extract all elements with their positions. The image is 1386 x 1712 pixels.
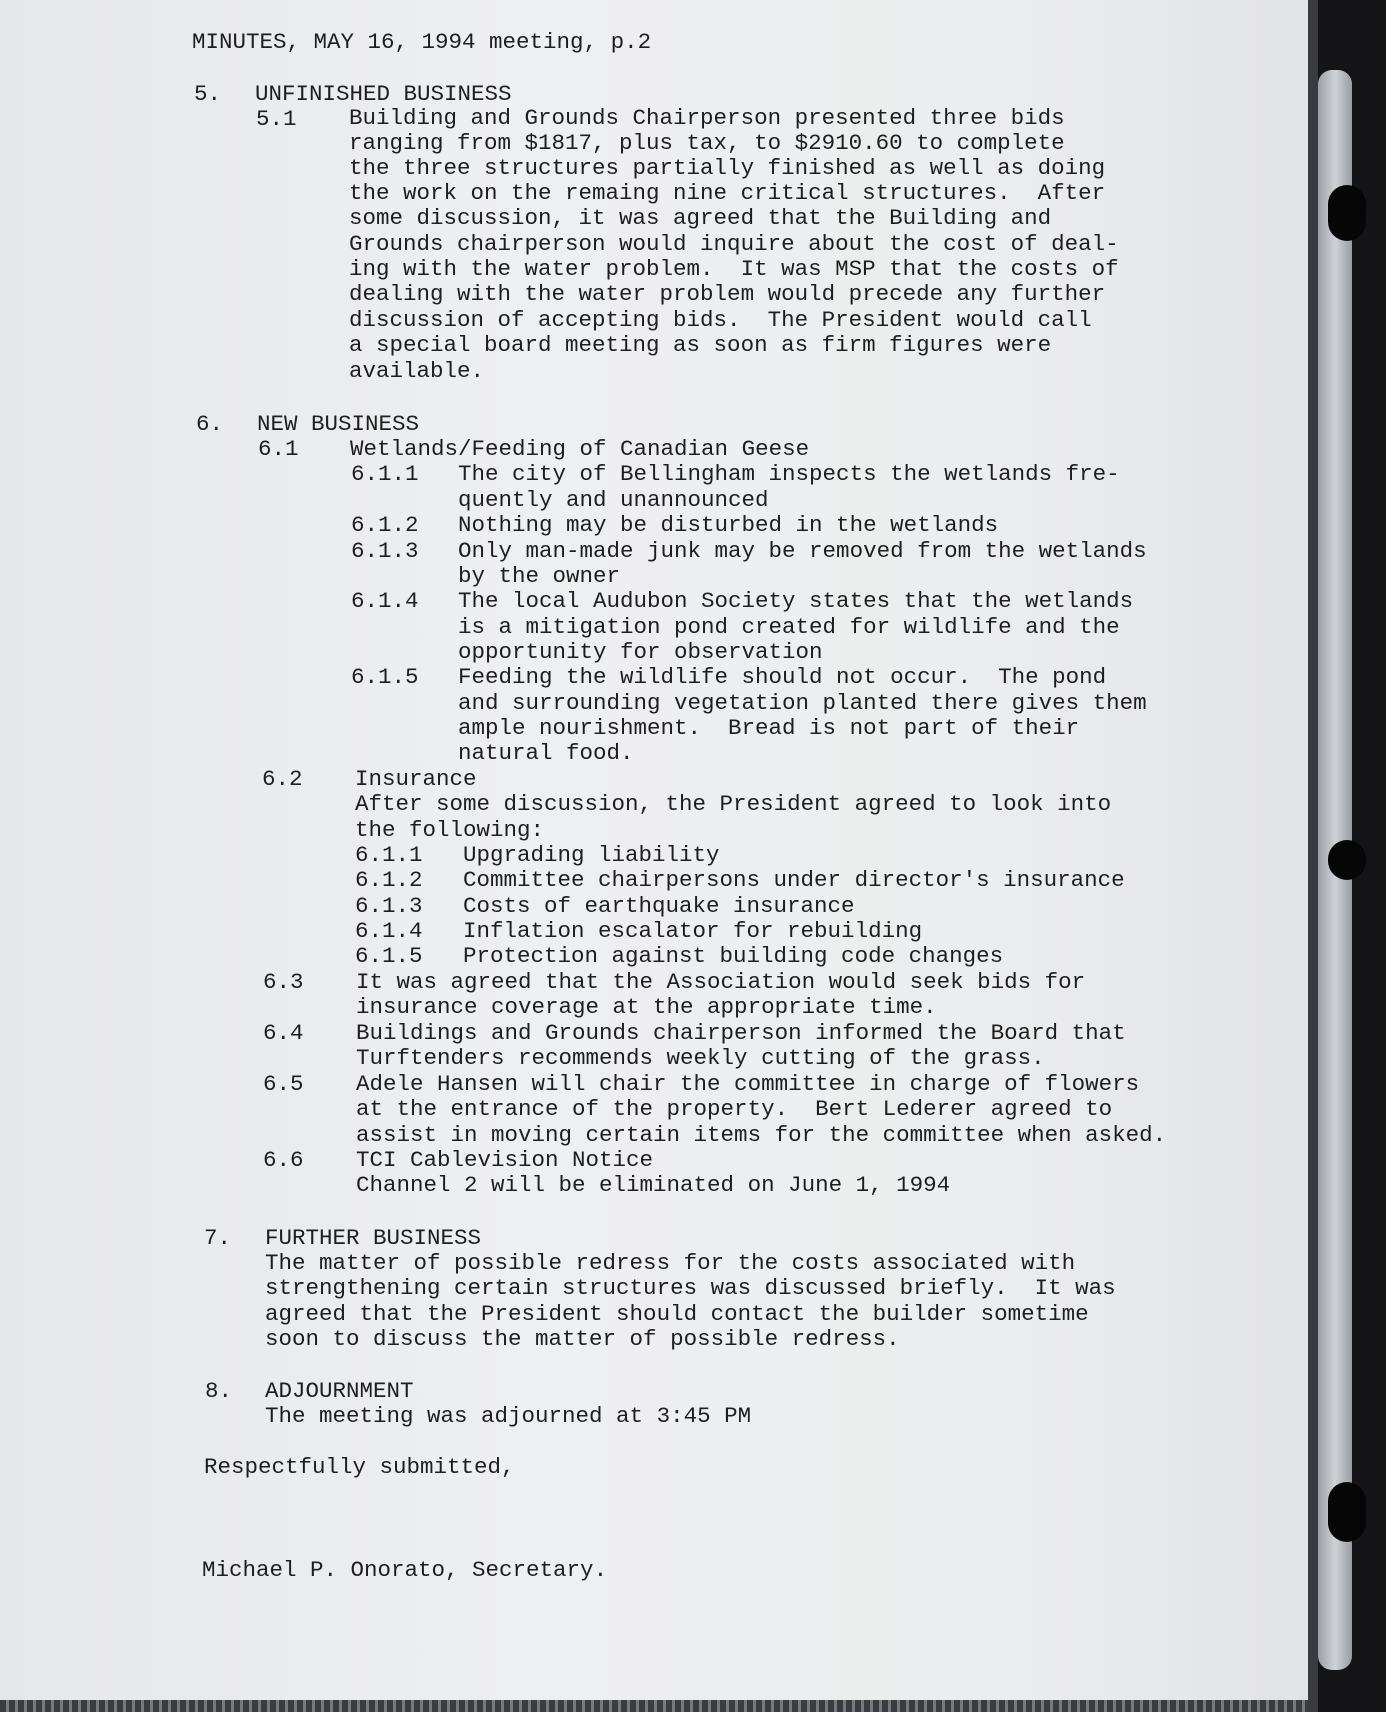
item-6-4-number: 6.4 bbox=[263, 1020, 304, 1046]
section-8-text: The meeting was adjourned at 3:45 PM bbox=[265, 1403, 752, 1429]
item-6-2-number: 6.2 bbox=[262, 766, 303, 792]
item-6-1-title: Wetlands/Feeding of Canadian Geese bbox=[350, 436, 810, 462]
closing-line: Respectfully submitted, bbox=[204, 1454, 515, 1480]
punch-hole-top bbox=[1328, 185, 1366, 241]
section-5-title: UNFINISHED BUSINESS bbox=[255, 81, 512, 107]
item-6-1-number: 6.1 bbox=[258, 436, 299, 462]
punch-hole-bottom bbox=[1328, 1482, 1366, 1542]
section-7-number: 7. bbox=[204, 1225, 232, 1251]
section-8-title: ADJOURNMENT bbox=[265, 1378, 414, 1404]
section-7-title: FURTHER BUSINESS bbox=[265, 1225, 482, 1251]
item-6-3-number: 6.3 bbox=[263, 969, 304, 995]
sheet-protector-edge bbox=[1308, 0, 1318, 1712]
section-8-number: 8. bbox=[205, 1378, 233, 1404]
item-6-5-number: 6.5 bbox=[263, 1071, 304, 1097]
page-header: MINUTES, MAY 16, 1994 meeting, p.2 bbox=[192, 29, 652, 55]
item-5-1-number: 5.1 bbox=[256, 106, 297, 132]
section-6-number: 6. bbox=[196, 411, 224, 437]
page-bottom-edge bbox=[0, 1700, 1308, 1712]
punch-hole-middle bbox=[1328, 840, 1366, 880]
item-6-6-number: 6.6 bbox=[263, 1147, 304, 1173]
item-6-2-title: Insurance bbox=[355, 766, 477, 792]
section-5-number: 5. bbox=[194, 81, 222, 107]
section-6-title: NEW BUSINESS bbox=[257, 411, 420, 437]
signature-line: Michael P. Onorato, Secretary. bbox=[202, 1557, 608, 1583]
